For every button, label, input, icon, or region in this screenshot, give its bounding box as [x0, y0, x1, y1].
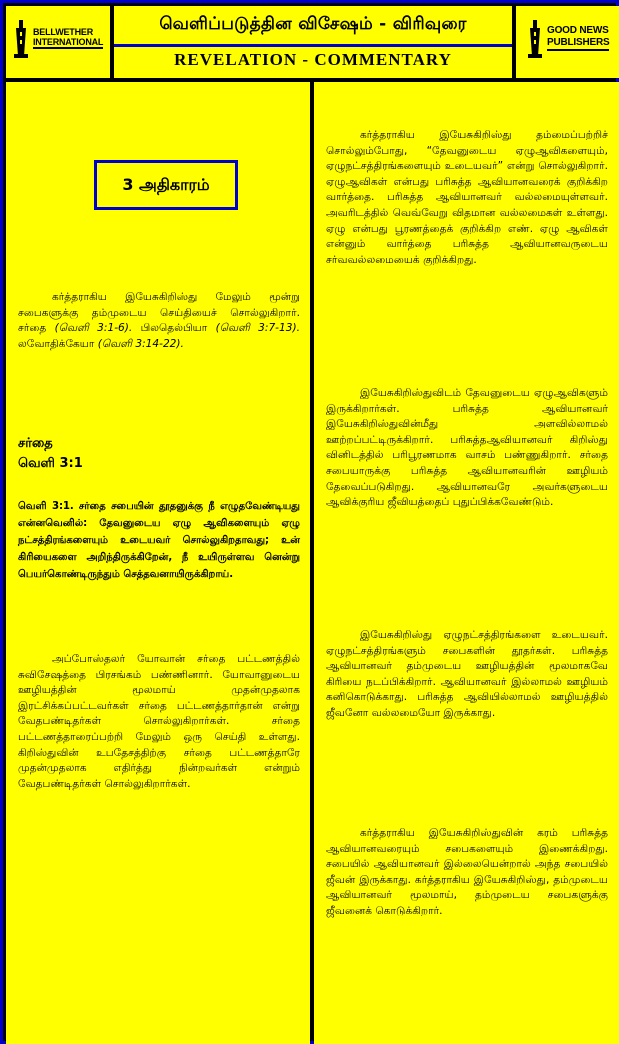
tower-icon — [526, 18, 544, 58]
right-paragraph-1: கர்த்தராகிய இயேசுகிறிஸ்து தம்மைப்பற்றிச் சொல்லும்போது, “தேவனுடைய ஏழுஆவிகளையும், ஏழுநட்சத்திரங்களையும் உடையவர்” என்று சொல்லுகிறார். ஏழுஆவிகள் என்பது பரிசுத்த ஆவியானவரைக் குறிக்கிற வார்த்தை. பரிசுத்த ஆவியானவர் வல்லமையுள்ளவர். அவரிடத்தில் வெவ்வேறு விதமான வல்லமைகள் உள்ளது. ஏழு என்பது பூரணத்தைக் குறிக்கிற எண். ஏழு ஆவிகள் என்னும் வார்த்தை பரிசுத்த ஆவியானவருடைய சர்வவல்லமையைக் குறிக்கிறது. — [326, 129, 608, 266]
right-logo-line1: GOOD NEWS — [547, 25, 609, 36]
title-tamil: வெளிப்படுத்தின விசேஷம் - விரிவுரை — [159, 14, 467, 34]
right-paragraph-3: இயேசுகிறிஸ்து ஏழுநட்சத்திரங்களை உடையவர். ஏழுநட்சத்திரங்களும் சபைகளின் தூதர்கள். பரிசுத்த ஆவியானவர் தம்முடைய ஊழியத்தின் மூலமாகவே கிரியை நடப்பிக்கிறார். ஆவியானவர் இல்லாமல் ஊழியம் கனிகொடுக்காது. பரிசுத்த ஆவியில்லாமல் ஊழியத்தில் ஜீவனோ வல்லமையோ இருக்காது. — [326, 629, 608, 719]
right-paragraph-2: இயேசுகிறிஸ்துவிடம் தேவனுடைய ஏழுஆவிகளும் இருக்கிறார்கள். பரிசுத்த ஆவியானவர் இயேசுகிறிஸ்துவின்மீது அளவில்லாமல் ஊற்றப்பட்டிருக்கிறார். பரிசுத்தஆவியானவர் கிறிஸ்து வினிடத்தில் பரிபூரணமாக வாசம் பண்ணுகிறார். சர்தை சபையாருக்கு பரிசுத்த ஆவியானவரின் ஊழியம் தேவைப்படுகிறது. ஆவியானவரே அவர்களுடைய ஆவிக்குரிய ஜீவியத்தைப் புதுப்பிக்கவேண்டும். — [326, 387, 608, 509]
chapter-heading: 3 அதிகாரம் — [94, 160, 238, 210]
commentary-paragraph: அப்போஸ்தலர் யோவான் சர்தை பட்டணத்தில் சுவிசேஷத்தை பிரசங்கம் பண்ணினார். யோவானுடைய ஊழியத்தின் மூலமாய் முதன்முதலாக இரட்சிக்கப்பட்டவர்கள் சர்தை பட்டணத்தார்தான் என்று வேதபண்டிதர்கள் சொல்லுகிறார்கள். சர்தை பட்டணத்தாரைப்பற்றி மேலும் ஒரு செய்தி உள்ளது. கிறிஸ்துவின் உபதேசத்திற்கு சர்தை பட்டணத்தாரே முதன்முதலாக எதிர்த்து நின்றவர்கள் என்றும் வேதபண்டிதர்கள் சொல்லுகிறார்கள். — [18, 653, 300, 790]
intro-ref-3: (வெளி 3:14-22). — [97, 337, 184, 350]
title-english: REVELATION - COMMENTARY — [174, 50, 452, 69]
tower-icon — [12, 18, 30, 58]
good-news-logo — [526, 18, 609, 58]
right-column — [314, 82, 619, 1044]
intro-text-2: பிலதெல்பியா — [132, 322, 216, 335]
left-column — [6, 82, 310, 1044]
right-paragraph-4: கர்த்தராகிய இயேசுகிறிஸ்துவின் கரம் பரிசுத்த ஆவியானவரையும் சபைகளையும் இணைக்கிறது. சபையில் ஆவியானவர் இல்லையென்றால் அந்த சபையில் ஜீவன் இருக்காது. கர்த்தராகிய இயேசுகிறிஸ்து, தம்முடைய ஆவியானவர் மூலமாய், தம்முடைய சபைகளுக்கு ஜீவனைக் கொடுக்கிறார். — [326, 827, 608, 917]
header-right-logo-cell — [516, 6, 619, 78]
header-left-logo-cell — [6, 6, 110, 78]
intro-text-1: கர்த்தராகிய இயேசுகிறிஸ்து மேலும் மூன்று சபைகளுக்கு தம்முடைய செய்தியைச் சொல்லுகிறார். சர்தை — [18, 291, 300, 335]
intro-ref-1: (வெளி 3:1-6). — [54, 322, 133, 335]
section-reference: வெளி 3:1 — [18, 456, 83, 471]
intro-ref-2: (வெளி 3:7-13). — [215, 322, 300, 335]
title-divider — [114, 44, 512, 47]
intro-text-3: லவோதிக்கேயா — [18, 337, 98, 350]
section-title: சர்தை — [18, 436, 53, 451]
bellwether-logo — [12, 18, 103, 58]
header-title-cell — [114, 6, 512, 78]
left-logo-line1: BELLWETHER — [33, 27, 93, 37]
intro-paragraph — [18, 290, 300, 352]
right-logo-line2: PUBLISHERS — [547, 37, 610, 48]
verse-text: வெளி 3:1. சர்தை சபையின் தூதனுக்கு நீ எழுதவேண்டியது என்னவெனில்: தேவனுடைய ஏழு ஆவிகளையும் ஏழு நட்சத்திரங்களையும் உடையவர் சொல்லுகிறதாவது; உன் கிரியைகளை அறிந்திருக்கிறேன், நீ உயிருள்ளவ னென்று பெயர்கொண்டிருந்தும் செத்தவனாயிருக்கிறாய். — [18, 501, 300, 580]
left-logo-line2: INTERNATIONAL — [33, 37, 104, 47]
